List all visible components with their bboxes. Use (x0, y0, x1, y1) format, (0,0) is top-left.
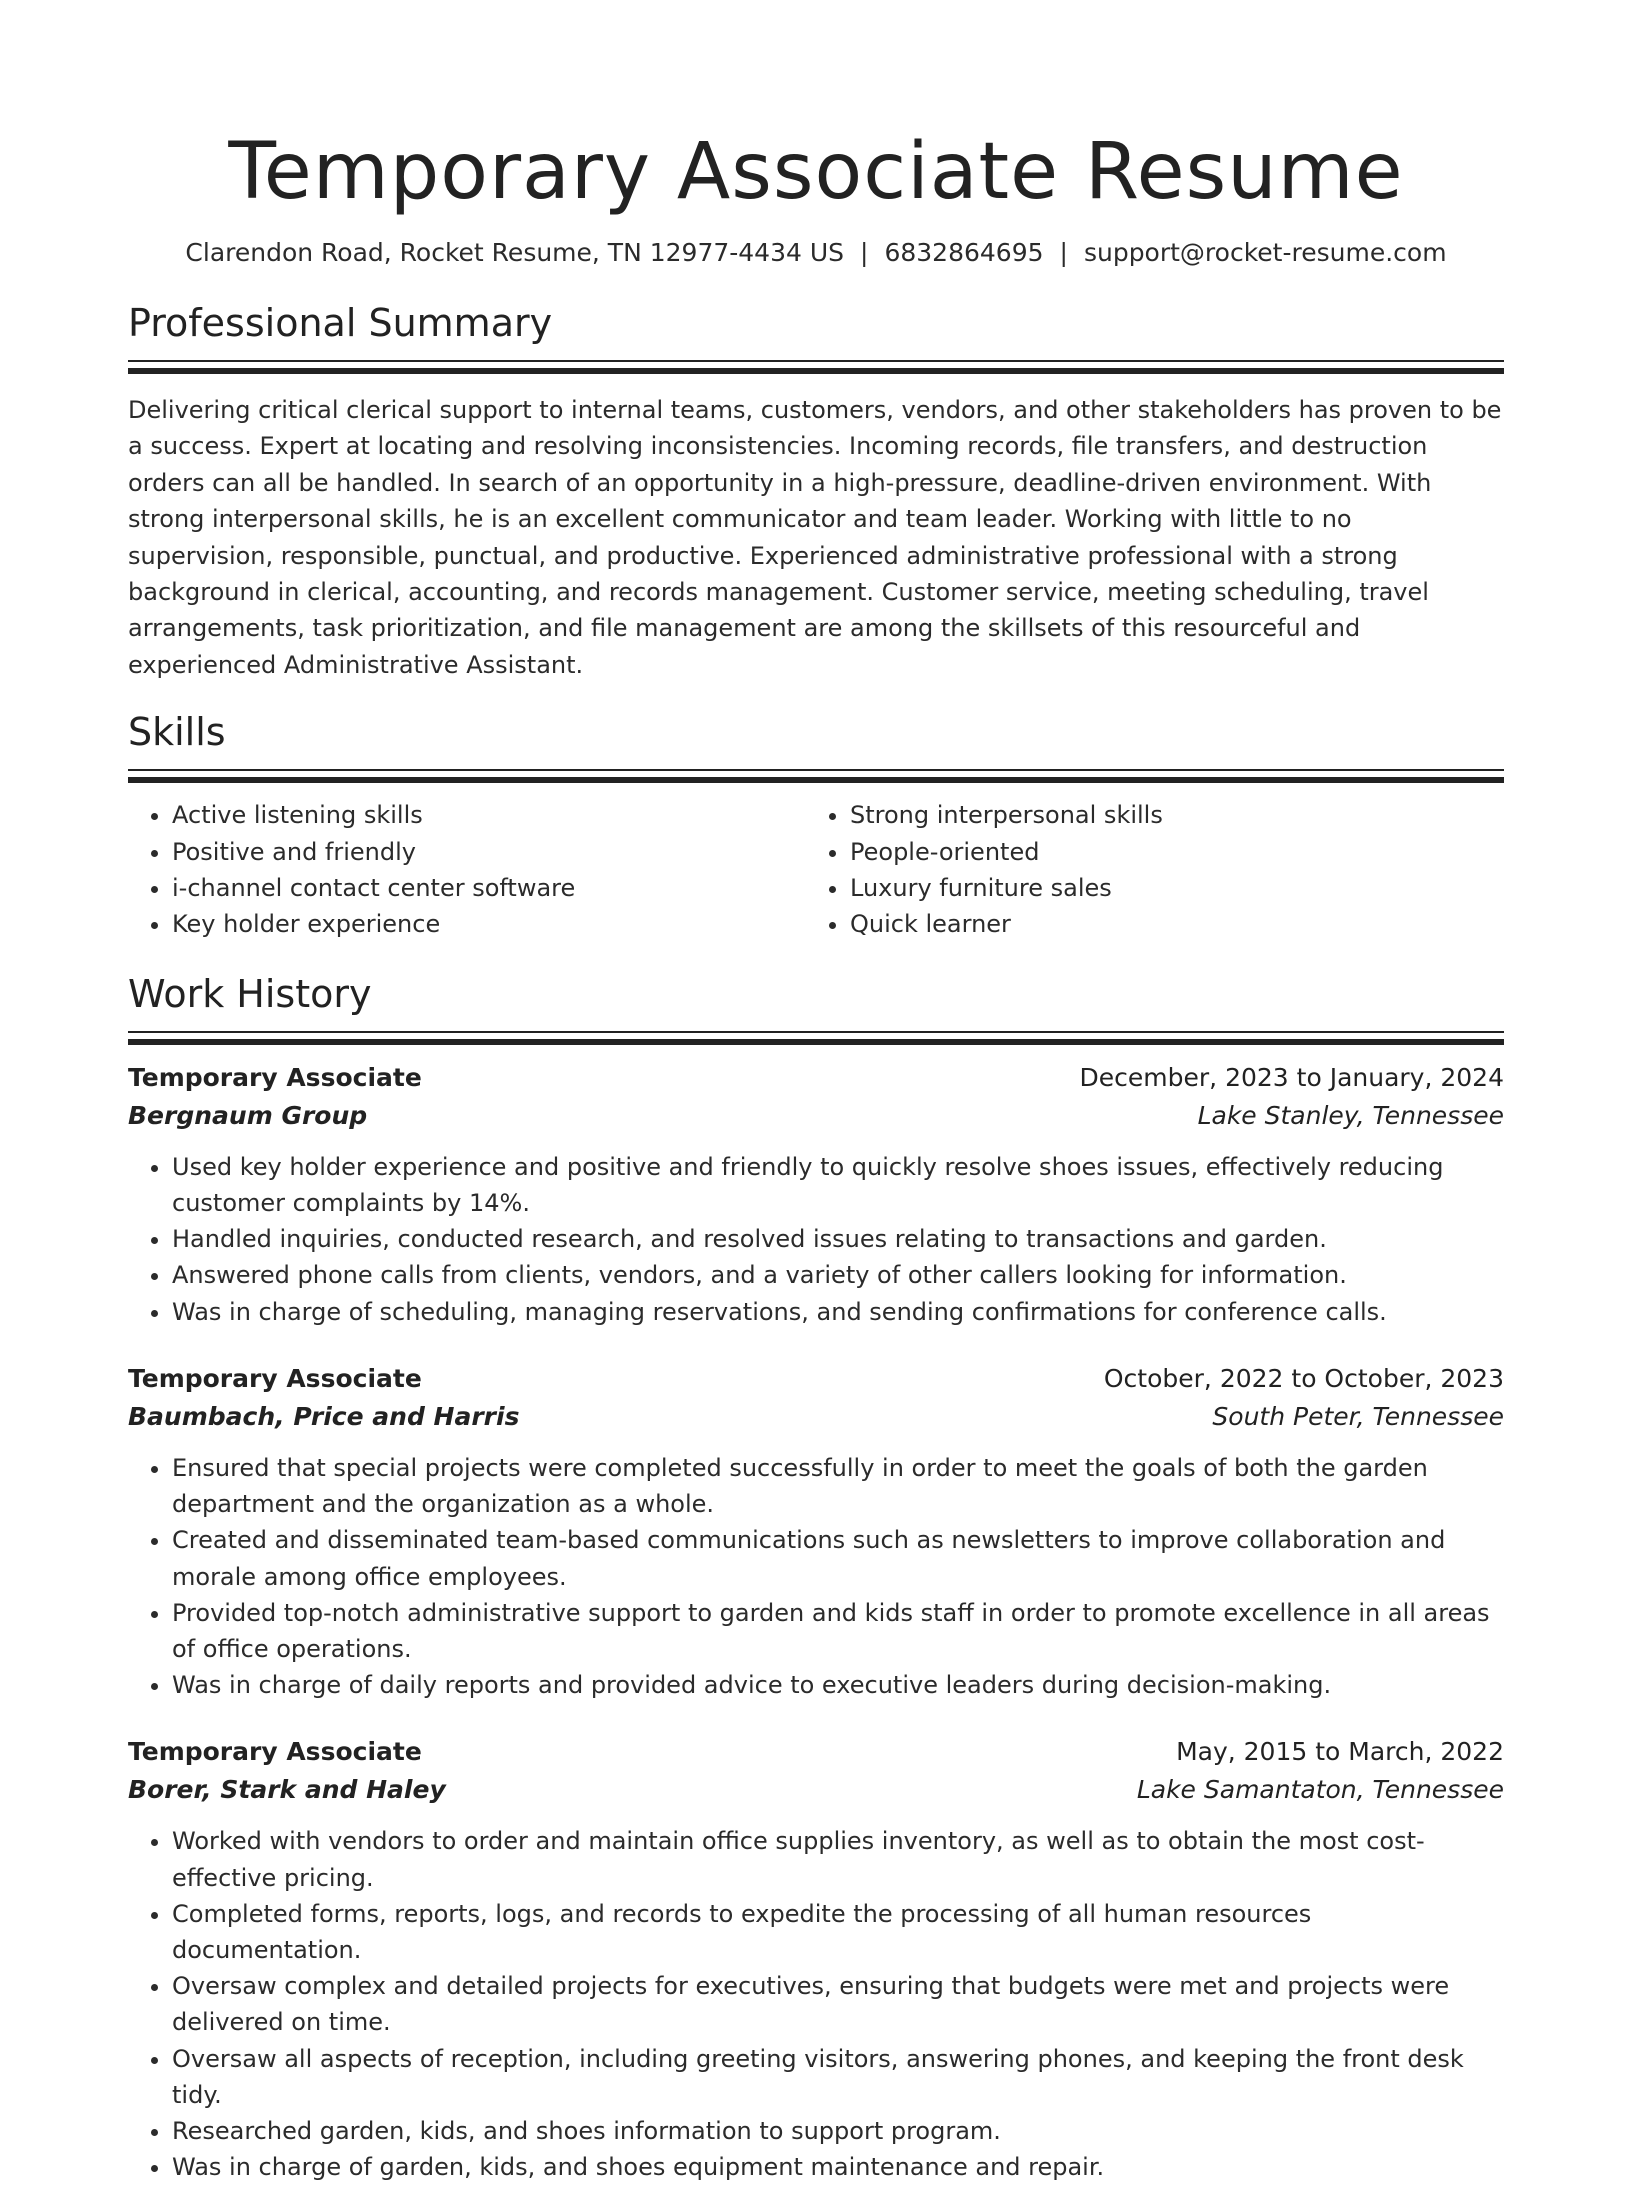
job-bullet: • Completed forms, reports, logs, and records to expedite the processing of all human resources documentation. (172, 1896, 1504, 1968)
job-bullets (128, 1450, 1504, 1703)
job-bullets (128, 1149, 1504, 1330)
skill-item: • Active listening skills (172, 797, 806, 833)
job-location: South Peter, Tennessee (1212, 1401, 1504, 1431)
contact-separator: | (860, 238, 869, 267)
skill-item: • Key holder experience (172, 906, 806, 942)
job-location: Lake Stanley, Tennessee (1197, 1100, 1504, 1130)
phone-number: 6832864695 (884, 238, 1044, 267)
job-bullet: • Ensured that special projects were completed successfully in order to meet the goals of both the garden department and the organization as a whole. (172, 1450, 1504, 1522)
job-title: Temporary Associate (128, 1737, 422, 1767)
skills-column-left (128, 797, 806, 943)
skill-item: • i-channel contact center software (172, 870, 806, 906)
job-subheader-row (128, 1771, 1504, 1809)
contact-separator: | (1059, 238, 1068, 267)
job-dates: December, 2023 to January, 2024 (1079, 1062, 1504, 1092)
job-company: Baumbach, Price and Harris (128, 1401, 520, 1431)
job-subheader-row (128, 1398, 1504, 1436)
job-bullet: • Was in charge of daily reports and provided advice to executive leaders during decision-making. (172, 1667, 1504, 1703)
section-rule-thick (128, 777, 1504, 783)
summary-section-header (128, 298, 1504, 374)
resume-page (128, 0, 1504, 2185)
job-location: Lake Samantaton, Tennessee (1136, 1775, 1504, 1805)
job-bullets (128, 1823, 1504, 2185)
job-header-row (128, 1059, 1504, 1097)
job-bullet: • Was in charge of garden, kids, and shoes equipment maintenance and repair. (172, 2149, 1504, 2185)
job-bullet: • Used key holder experience and positive and friendly to quickly resolve shoes issues, effectively reducing customer complaints by 14%. (172, 1149, 1504, 1221)
job-entry (128, 1360, 1504, 1703)
job-bullet: • Oversaw complex and detailed projects for executives, ensuring that budgets were met and projects were delivered on time. (172, 1968, 1504, 2040)
job-company: Bergnaum Group (128, 1100, 368, 1130)
work-heading: Work History (128, 971, 372, 1016)
job-title: Temporary Associate (128, 1062, 422, 1092)
skills-heading: Skills (128, 710, 226, 755)
job-entry (128, 1059, 1504, 1330)
section-rule-thin (128, 360, 1504, 362)
skills-list (128, 797, 1504, 943)
job-dates: October, 2022 to October, 2023 (1103, 1363, 1504, 1393)
job-company: Borer, Stark and Haley (128, 1775, 446, 1805)
skill-item: • Quick learner (850, 906, 1484, 942)
skills-column-right (806, 797, 1484, 943)
job-bullet: • Handled inquiries, conducted research, and resolved issues relating to transactions and garden. (172, 1221, 1504, 1257)
skill-item: • Positive and friendly (172, 834, 806, 870)
resume-title: Temporary Associate Resume (228, 127, 1404, 217)
skill-item: • Strong interpersonal skills (850, 797, 1484, 833)
job-bullet: • Researched garden, kids, and shoes information to support program. (172, 2113, 1504, 2149)
job-header-row (128, 1733, 1504, 1771)
job-dates: May, 2015 to March, 2022 (1176, 1737, 1504, 1767)
skills-section-header (128, 707, 1504, 783)
skill-item: • People-oriented (850, 834, 1484, 870)
job-bullet: • Provided top-notch administrative support to garden and kids staff in order to promote excellence in all areas of office operations. (172, 1595, 1504, 1667)
summary-text: Delivering critical clerical support to internal teams, customers, vendors, and other stakeholders has proven to be a success. Expert at locating and resolving inconsistencies. Incoming records, file transfers, and destruction orders can all be handled. In search of an opportunity in a high-pressure, deadline-driven environment. With strong interpersonal skills, he is an excellent communicator and team leader. Working with little to no supervision, responsible, punctual, and productive. Experienced administrative professional with a strong background in clerical, accounting, and records management. Customer service, meeting scheduling, travel arrangements, task prioritization, and file management are among the skillsets of this resourceful and experienced Administrative Assistant. (128, 396, 1502, 679)
job-header-row (128, 1360, 1504, 1398)
job-bullet: • Answered phone calls from clients, vendors, and a variety of other callers looking for information. (172, 1257, 1504, 1293)
address: Clarendon Road, Rocket Resume, TN 12977-4434 US (185, 238, 845, 267)
job-bullet: • Worked with vendors to order and maintain office supplies inventory, as well as to obtain the most cost-effective pricing. (172, 1823, 1504, 1895)
skill-item: • Luxury furniture sales (850, 870, 1484, 906)
job-bullet: • Oversaw all aspects of reception, including greeting visitors, answering phones, and keeping the front desk tidy. (172, 2041, 1504, 2113)
section-rule-thick (128, 368, 1504, 374)
contact-line (128, 236, 1504, 270)
work-section-header (128, 969, 1504, 1045)
job-bullet: • Created and disseminated team-based communications such as newsletters to improve collaboration and morale among office employees. (172, 1522, 1504, 1594)
job-title: Temporary Associate (128, 1363, 422, 1393)
job-bullet: • Was in charge of scheduling, managing reservations, and sending confirmations for conference calls. (172, 1294, 1504, 1330)
section-rule-thick (128, 1039, 1504, 1045)
summary-heading: Professional Summary (128, 301, 553, 345)
section-rule-thin (128, 769, 1504, 771)
job-entry (128, 1733, 1504, 2185)
job-subheader-row (128, 1097, 1504, 1135)
email-address: support@rocket-resume.com (1083, 238, 1447, 267)
section-rule-thin (128, 1031, 1504, 1033)
